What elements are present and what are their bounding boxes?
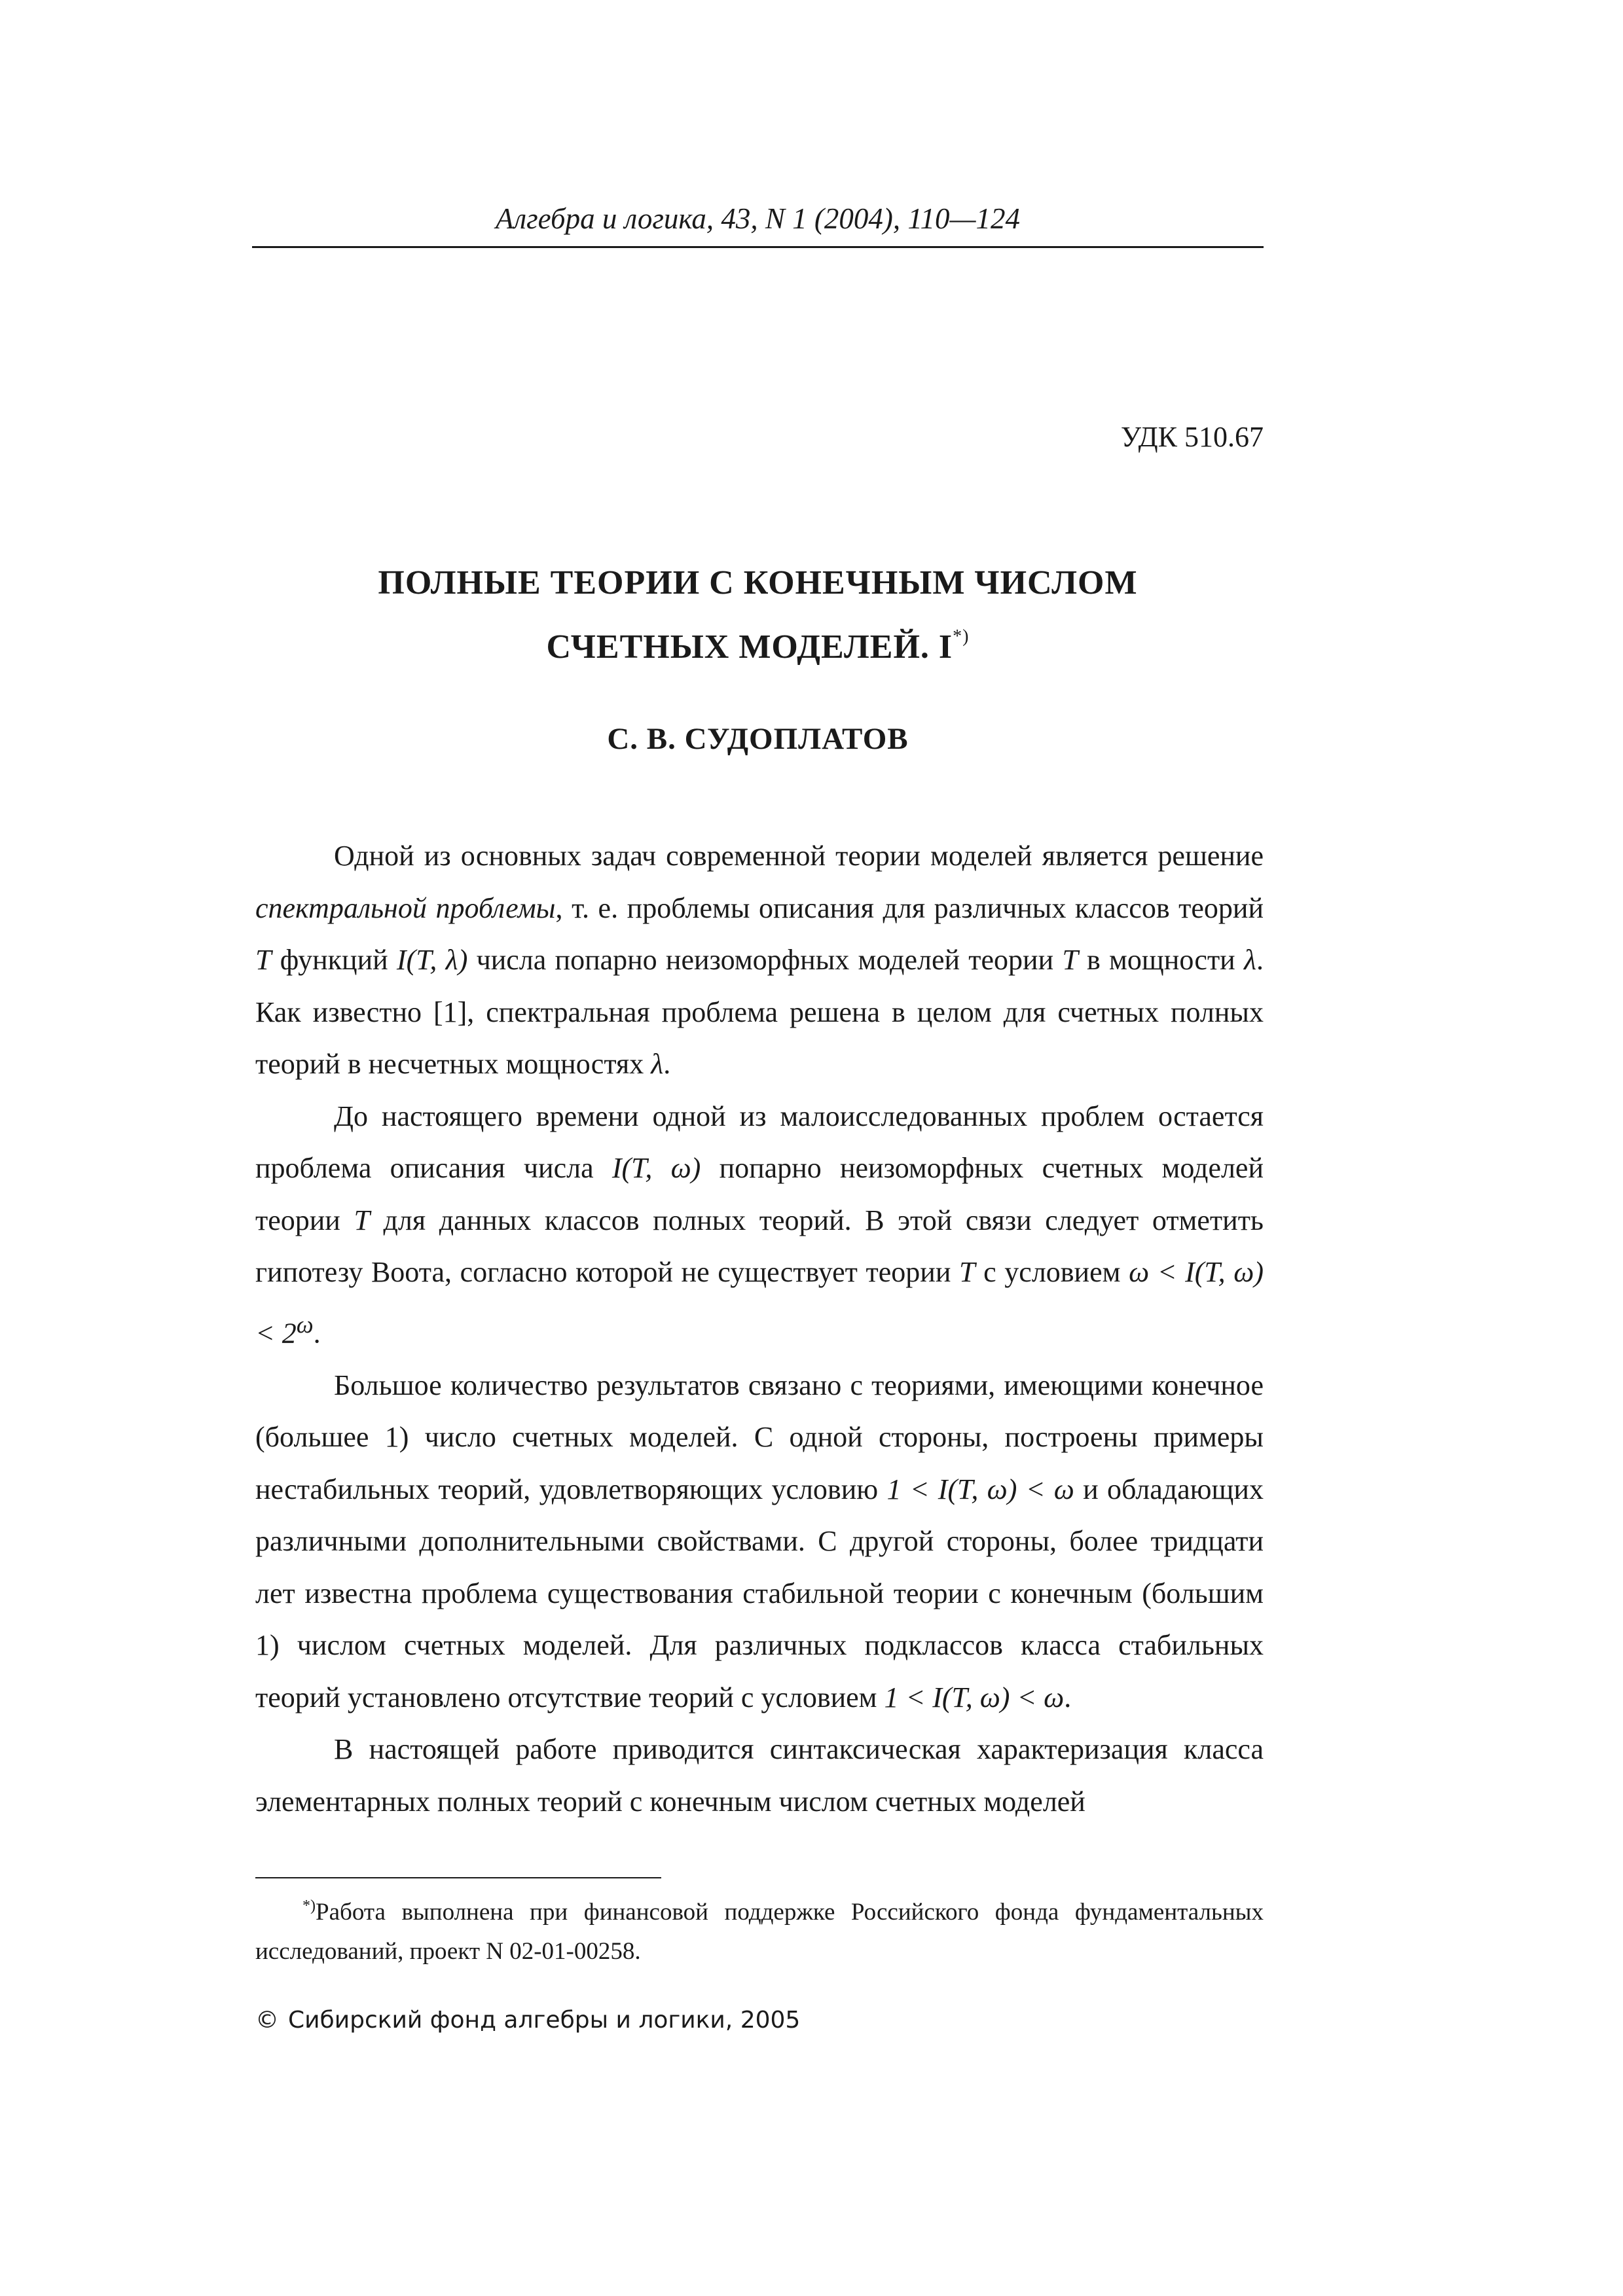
math-symbol: T <box>354 1204 370 1236</box>
paragraph-2 <box>255 1090 1264 1359</box>
body-text <box>255 830 1264 1827</box>
text-run: и обладающих различными дополнительными свойствами. С другой стороны, более тридцати лет известна проблема существования стабильной теории с конечным (большим 1) числом счетных моделей. Для различных подклассов класса стабильных теорий установлено отсутствие теорий с условием <box>255 1473 1264 1713</box>
text-run: . Как известно [1], спектральная проблема решена в целом для счетных полных теорий в несчетных мощностях <box>255 944 1264 1080</box>
math-expression: ω < I(T, ω) < 2 <box>255 1256 1264 1350</box>
title-line-2-text: СЧЕТНЫХ МОДЕЛЕЙ. I <box>546 628 953 666</box>
text-run: для данных классов полных теорий. В этой связи следует отметить гипотезу Воота, согласно которой не существует теории <box>255 1204 1264 1288</box>
title-footnote-mark: *) <box>953 626 970 647</box>
running-head: Алгебра и логика, 43, N 1 (2004), 110—124 <box>496 202 1020 235</box>
paragraph-3 <box>255 1359 1264 1724</box>
math-expression: 1 < I(T, ω) < ω <box>884 1681 1065 1713</box>
text-run: числа попарно неизоморфных моделей теории <box>467 944 1063 976</box>
text-run: функций <box>271 944 397 976</box>
udc-code: УДК 510.67 <box>1120 421 1264 453</box>
paragraph-4: В настоящей работе приводится синтаксическая характеризация класса элементарных полных теорий с конечным числом счетных моделей <box>255 1733 1264 1818</box>
footnote-rule <box>255 1877 661 1878</box>
footnote <box>255 1886 1264 1971</box>
footnote-text: Работа выполнена при финансовой поддержке Российского фонда фундаментальных исследований, проект N 02-01-00258. <box>255 1899 1264 1965</box>
text-run: Большое количество результатов связано с теориями, имеющими конечное (большее 1) число счетных моделей. С одной стороны, построены примеры нестабильных теорий, удовлетворяющих условию <box>255 1369 1264 1505</box>
text-run: . <box>313 1317 321 1350</box>
text-run: попарно неизоморфных счетных моделей теории <box>255 1152 1264 1236</box>
math-expression: 1 < I(T, ω) < ω <box>886 1473 1074 1505</box>
copyright-line <box>255 2007 800 2034</box>
copyright-icon: © <box>255 2007 279 2034</box>
math-symbol: T <box>1062 944 1078 976</box>
math-superscript: ω <box>296 1310 314 1338</box>
copyright-text: Сибирский фонд алгебры и логики, 2005 <box>288 2007 801 2034</box>
text-run: . <box>1064 1681 1072 1713</box>
text-run: с условием <box>975 1256 1129 1288</box>
footnote-mark: *) <box>302 1897 316 1914</box>
paper-title <box>252 556 1264 674</box>
text-run: Одной из основных задач современной теории моделей является решение <box>334 840 1264 872</box>
math-expression: I(T, ω) <box>611 1152 701 1184</box>
emphasis-term: спектральной проблемы <box>255 891 556 924</box>
paragraph-1 <box>255 830 1264 1090</box>
text-run: в мощности <box>1078 944 1244 976</box>
author-name: С. В. СУДОПЛАТОВ <box>607 722 909 756</box>
text-run: . <box>663 1048 671 1080</box>
title-line-1: ПОЛНЫЕ ТЕОРИИ С КОНЕЧНЫМ ЧИСЛОМ <box>378 564 1138 601</box>
text-run: До настоящего времени одной из малоисследованных проблем остается проблема описания числа <box>255 1100 1264 1184</box>
math-expression: I(T, λ) <box>396 944 468 976</box>
title-line-2 <box>252 610 1264 674</box>
math-symbol: T <box>255 944 272 976</box>
math-symbol: T <box>959 1256 976 1288</box>
math-symbol: λ <box>1243 944 1257 976</box>
text-run: , т. е. проблемы описания для различных классов теорий <box>555 891 1264 924</box>
header-rule <box>252 246 1264 248</box>
math-symbol: λ <box>651 1048 664 1080</box>
